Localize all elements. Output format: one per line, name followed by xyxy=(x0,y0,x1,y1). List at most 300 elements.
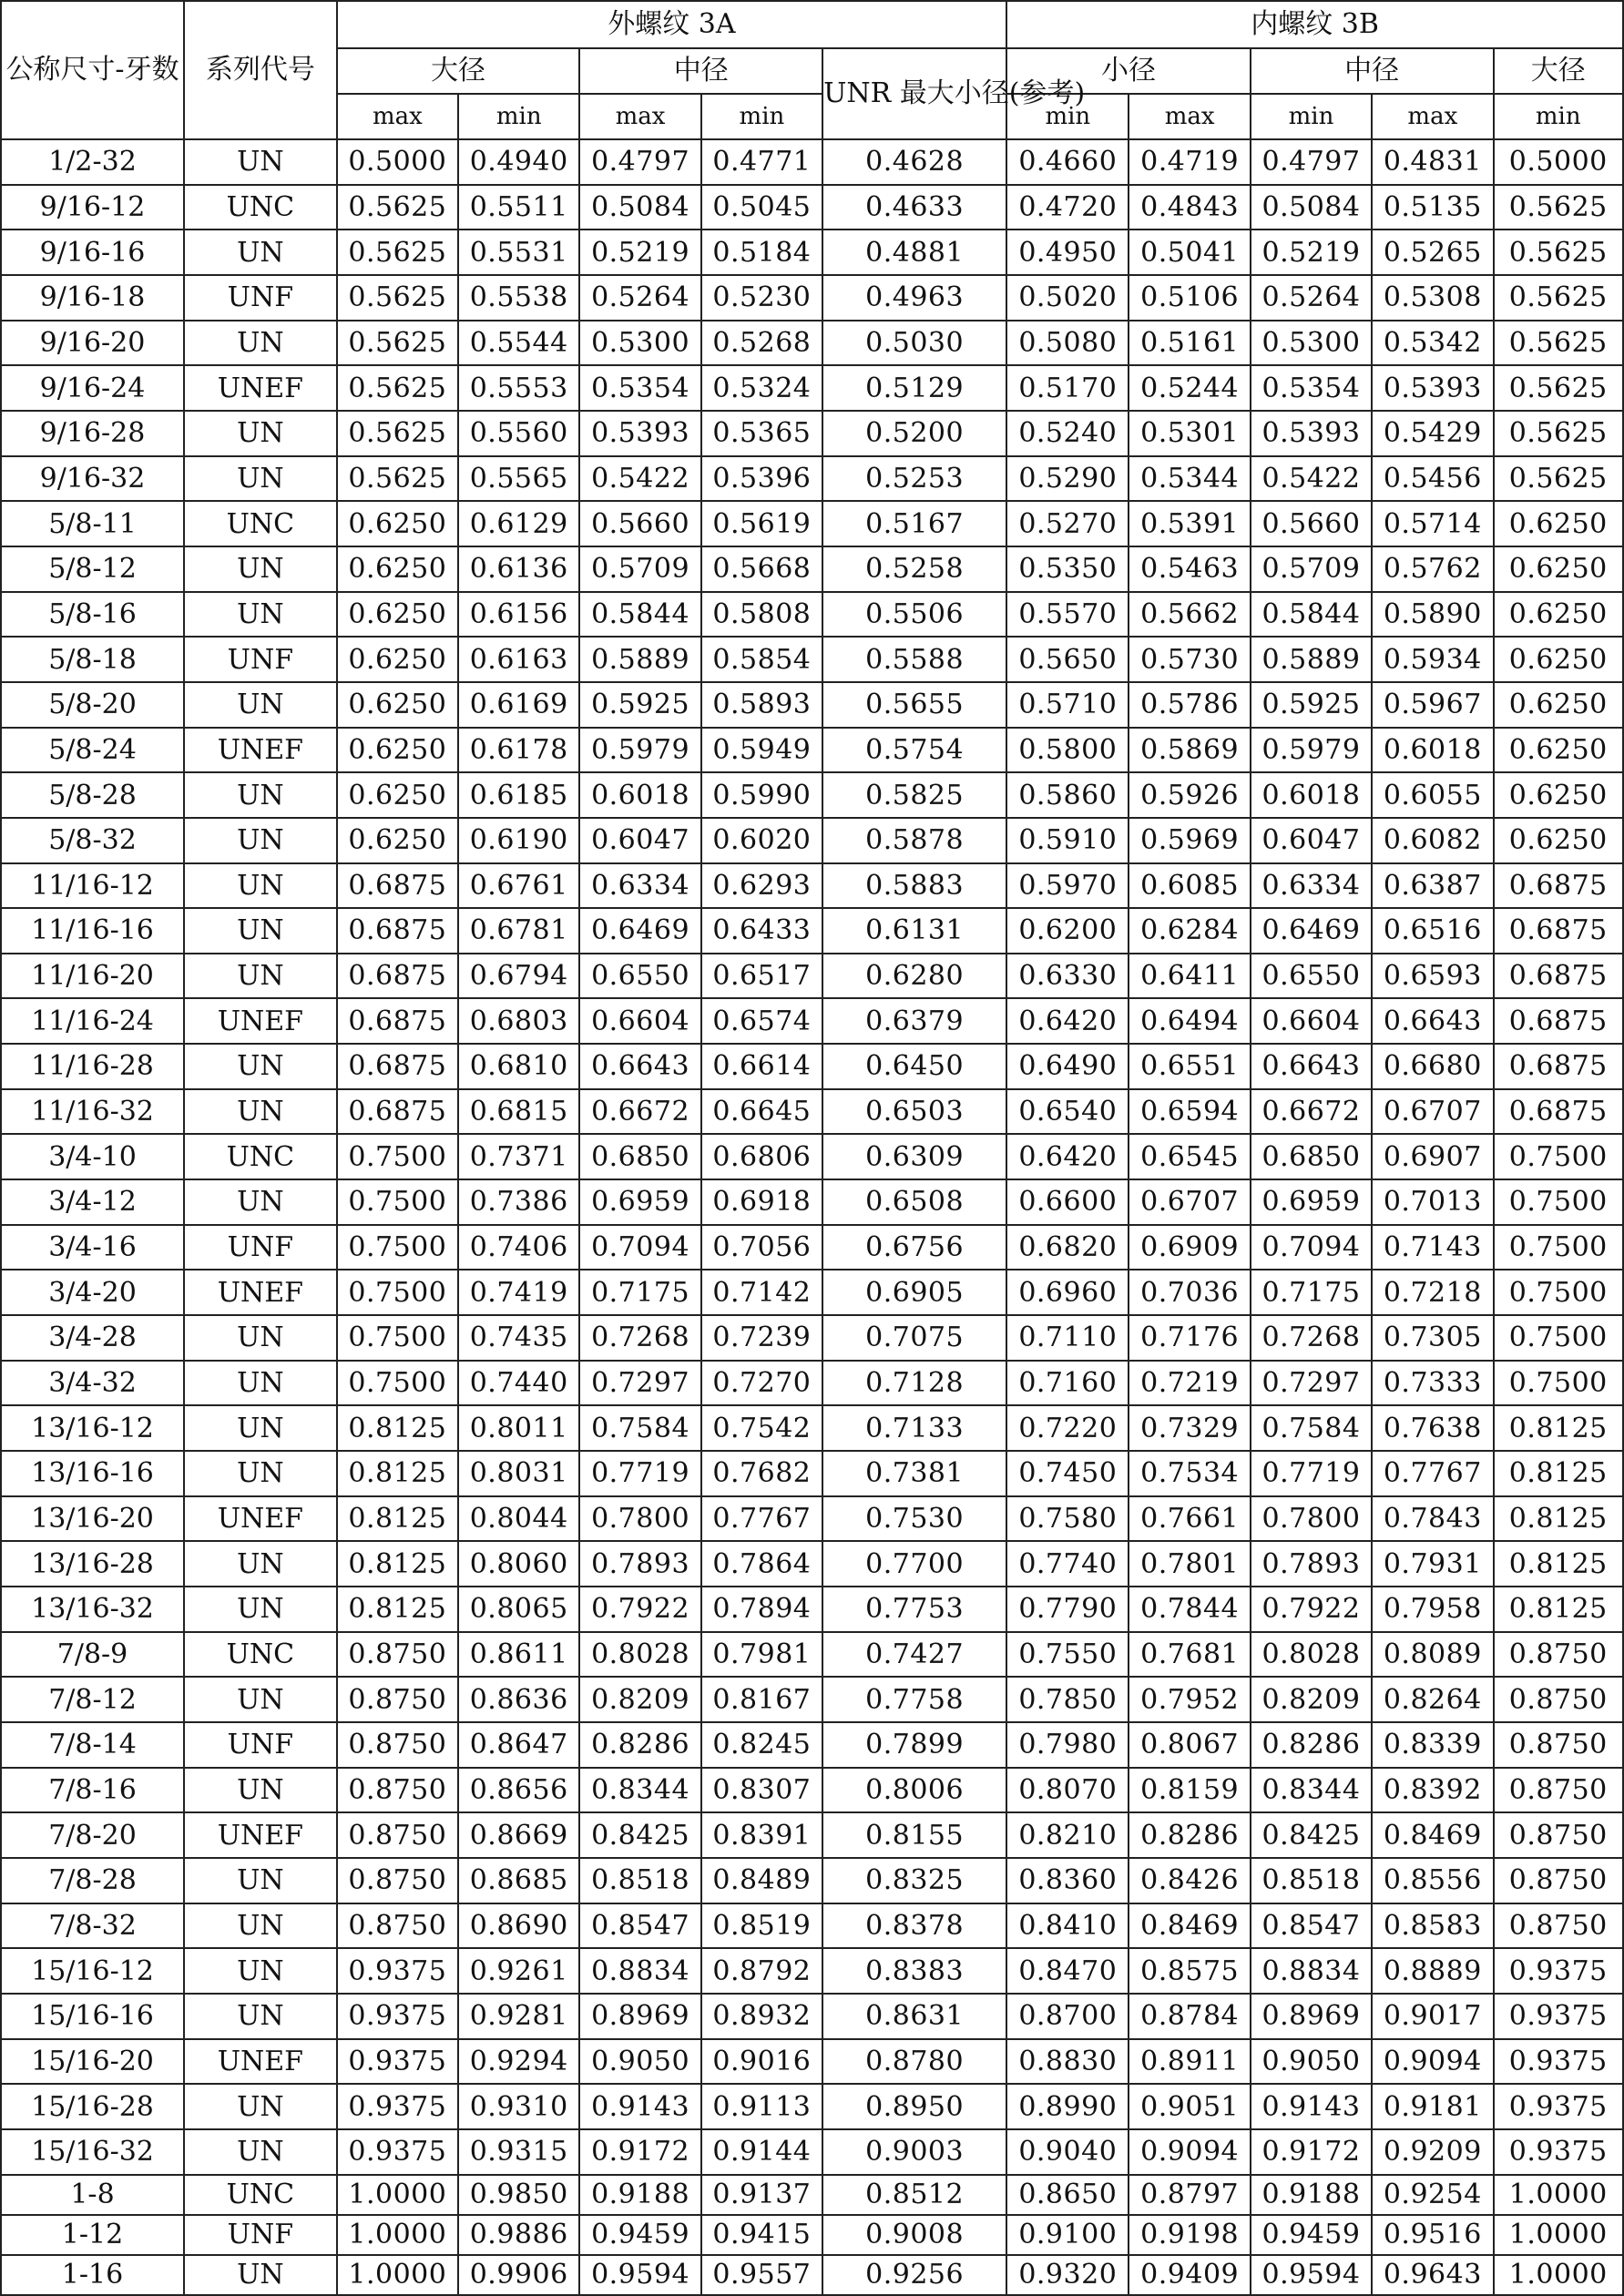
table-row xyxy=(1,1948,1623,1994)
cell-value: 0.6250 xyxy=(337,501,458,546)
table-row xyxy=(1,2175,1623,2215)
cell-value: 0.7542 xyxy=(701,1405,822,1451)
cell-value: 0.8583 xyxy=(1372,1903,1493,1949)
cell-value: 0.7176 xyxy=(1129,1315,1250,1361)
cell-value: 0.6781 xyxy=(458,908,579,954)
cell-value: 0.7958 xyxy=(1372,1587,1493,1632)
cell-value: 0.6810 xyxy=(458,1044,579,1089)
cell-value: 0.5625 xyxy=(337,365,458,411)
cell-value: 0.8656 xyxy=(458,1768,579,1813)
cell-value: 0.8209 xyxy=(579,1677,700,1722)
cell-value: 0.5889 xyxy=(1251,637,1372,682)
cell-value: 0.6594 xyxy=(1129,1089,1250,1135)
cell-nominal-size: 3/4-32 xyxy=(1,1361,184,1406)
cell-value: 0.8750 xyxy=(337,1812,458,1858)
cell-value: 0.8834 xyxy=(1251,1948,1372,1994)
cell-value: 0.7700 xyxy=(822,1541,1006,1587)
cell-value: 0.5625 xyxy=(337,456,458,502)
cell-value: 0.8392 xyxy=(1372,1768,1493,1813)
cell-value: 0.5253 xyxy=(822,456,1006,502)
cell-series-code: UN xyxy=(184,1044,337,1089)
cell-value: 0.7922 xyxy=(1251,1587,1372,1632)
table-row xyxy=(1,2039,1623,2085)
cell-value: 0.8750 xyxy=(337,1768,458,1813)
cell-value: 0.5244 xyxy=(1129,365,1250,411)
header-int-major-diameter: 大径 xyxy=(1494,48,1623,94)
cell-value: 0.5084 xyxy=(579,185,700,230)
cell-value: 0.6875 xyxy=(337,998,458,1044)
cell-value: 0.6085 xyxy=(1129,863,1250,909)
cell-value: 0.5969 xyxy=(1129,818,1250,863)
cell-nominal-size: 7/8-20 xyxy=(1,1812,184,1858)
cell-value: 0.5041 xyxy=(1129,230,1250,275)
cell-nominal-size: 3/4-20 xyxy=(1,1270,184,1315)
cell-series-code: UN xyxy=(184,818,337,863)
cell-value: 0.8125 xyxy=(1494,1451,1623,1496)
cell-value: 0.8210 xyxy=(1006,1812,1129,1858)
table-row xyxy=(1,275,1623,321)
cell-value: 0.4628 xyxy=(822,139,1006,185)
table-row xyxy=(1,998,1623,1044)
cell-value: 0.8750 xyxy=(337,1903,458,1949)
cell-value: 0.8426 xyxy=(1129,1858,1250,1903)
cell-value: 0.5967 xyxy=(1372,682,1493,728)
cell-value: 0.9094 xyxy=(1372,2039,1493,2085)
cell-value: 0.9375 xyxy=(1494,2084,1623,2129)
cell-value: 0.6250 xyxy=(1494,546,1623,592)
cell-value: 0.5709 xyxy=(1251,546,1372,592)
cell-value: 0.5710 xyxy=(1006,682,1129,728)
cell-nominal-size: 9/16-20 xyxy=(1,321,184,366)
cell-value: 0.6680 xyxy=(1372,1044,1493,1089)
cell-value: 0.5990 xyxy=(701,772,822,818)
cell-series-code: UN xyxy=(184,1903,337,1949)
cell-value: 0.7175 xyxy=(1251,1270,1372,1315)
table-row xyxy=(1,1044,1623,1089)
cell-value: 0.9594 xyxy=(579,2255,700,2295)
cell-value: 0.5354 xyxy=(579,365,700,411)
cell-value: 0.7500 xyxy=(1494,1225,1623,1270)
cell-series-code: UN xyxy=(184,2129,337,2175)
cell-value: 0.6574 xyxy=(701,998,822,1044)
cell-value: 0.7094 xyxy=(1251,1225,1372,1270)
cell-nominal-size: 15/16-16 xyxy=(1,1994,184,2039)
cell-nominal-size: 15/16-32 xyxy=(1,2129,184,2175)
cell-value: 0.6379 xyxy=(822,998,1006,1044)
cell-value: 0.6082 xyxy=(1372,818,1493,863)
cell-value: 0.8950 xyxy=(822,2084,1006,2129)
cell-value: 0.5655 xyxy=(822,682,1006,728)
cell-value: 0.5926 xyxy=(1129,772,1250,818)
cell-value: 0.8286 xyxy=(1251,1722,1372,1768)
table-row xyxy=(1,1722,1623,1768)
cell-value: 0.8690 xyxy=(458,1903,579,1949)
table-row xyxy=(1,501,1623,546)
cell-value: 0.8125 xyxy=(1494,1541,1623,1587)
cell-value: 0.5342 xyxy=(1372,321,1493,366)
cell-value: 0.8797 xyxy=(1129,2175,1250,2215)
cell-value: 0.8750 xyxy=(1494,1632,1623,1678)
cell-value: 0.7270 xyxy=(701,1361,822,1406)
cell-value: 0.5393 xyxy=(579,411,700,456)
cell-value: 0.8060 xyxy=(458,1541,579,1587)
cell-value: 0.5854 xyxy=(701,637,822,682)
cell-value: 0.6250 xyxy=(1494,501,1623,546)
cell-value: 0.6469 xyxy=(579,908,700,954)
cell-series-code: UNC xyxy=(184,1134,337,1179)
cell-value: 0.5625 xyxy=(337,275,458,321)
cell-nominal-size: 11/16-28 xyxy=(1,1044,184,1089)
cell-value: 0.7036 xyxy=(1129,1270,1250,1315)
cell-value: 0.9557 xyxy=(701,2255,822,2295)
cell-value: 0.5878 xyxy=(822,818,1006,863)
table-row xyxy=(1,1994,1623,2039)
cell-series-code: UNF xyxy=(184,637,337,682)
cell-value: 0.6875 xyxy=(1494,954,1623,999)
cell-value: 0.8750 xyxy=(337,1722,458,1768)
header-sub-limit: min xyxy=(1494,94,1623,139)
cell-value: 0.6178 xyxy=(458,728,579,773)
header-sub-limit: min xyxy=(458,94,579,139)
table-row xyxy=(1,2129,1623,2175)
cell-value: 0.9040 xyxy=(1006,2129,1129,2175)
cell-value: 0.8360 xyxy=(1006,1858,1129,1903)
cell-value: 0.9850 xyxy=(458,2175,579,2215)
cell-value: 0.6850 xyxy=(1251,1134,1372,1179)
cell-nominal-size: 9/16-18 xyxy=(1,275,184,321)
cell-value: 0.4719 xyxy=(1129,139,1250,185)
cell-value: 0.8631 xyxy=(822,1994,1006,2039)
cell-value: 0.6672 xyxy=(579,1089,700,1135)
cell-value: 0.4660 xyxy=(1006,139,1129,185)
cell-value: 0.7740 xyxy=(1006,1541,1129,1587)
cell-value: 0.8028 xyxy=(1251,1632,1372,1678)
cell-series-code: UN xyxy=(184,456,337,502)
cell-value: 0.6018 xyxy=(1251,772,1372,818)
cell-value: 0.7981 xyxy=(701,1632,822,1678)
cell-value: 0.5020 xyxy=(1006,275,1129,321)
cell-value: 0.8750 xyxy=(1494,1903,1623,1949)
cell-value: 0.7305 xyxy=(1372,1315,1493,1361)
cell-series-code: UN xyxy=(184,1361,337,1406)
cell-value: 0.5625 xyxy=(337,411,458,456)
cell-value: 0.5588 xyxy=(822,637,1006,682)
header-sub-limit: max xyxy=(579,94,700,139)
cell-value: 0.5625 xyxy=(1494,321,1623,366)
cell-value: 0.6334 xyxy=(579,863,700,909)
cell-value: 0.6643 xyxy=(1372,998,1493,1044)
cell-value: 0.6875 xyxy=(1494,998,1623,1044)
cell-value: 0.7220 xyxy=(1006,1405,1129,1451)
cell-value: 0.7500 xyxy=(337,1225,458,1270)
cell-value: 0.5883 xyxy=(822,863,1006,909)
cell-value: 0.5860 xyxy=(1006,772,1129,818)
cell-value: 0.7980 xyxy=(1006,1722,1129,1768)
cell-value: 0.9375 xyxy=(1494,2039,1623,2085)
table-body xyxy=(1,139,1623,2295)
table-row xyxy=(1,1632,1623,1678)
cell-value: 0.5354 xyxy=(1251,365,1372,411)
cell-value: 0.6909 xyxy=(1129,1225,1250,1270)
cell-value: 0.8969 xyxy=(1251,1994,1372,2039)
cell-value: 0.7800 xyxy=(1251,1496,1372,1542)
cell-value: 0.7682 xyxy=(701,1451,822,1496)
cell-value: 0.5219 xyxy=(579,230,700,275)
cell-value: 0.8006 xyxy=(822,1768,1006,1813)
cell-nominal-size: 7/8-16 xyxy=(1,1768,184,1813)
cell-nominal-size: 3/4-12 xyxy=(1,1179,184,1225)
cell-value: 0.8425 xyxy=(1251,1812,1372,1858)
cell-value: 0.5625 xyxy=(337,185,458,230)
cell-value: 0.7790 xyxy=(1006,1587,1129,1632)
cell-value: 0.7893 xyxy=(1251,1541,1372,1587)
cell-value: 0.6169 xyxy=(458,682,579,728)
table-row xyxy=(1,1768,1623,1813)
cell-value: 0.9906 xyxy=(458,2255,579,2295)
cell-value: 0.5264 xyxy=(1251,275,1372,321)
cell-value: 0.6756 xyxy=(822,1225,1006,1270)
cell-value: 0.6250 xyxy=(1494,818,1623,863)
cell-nominal-size: 11/16-20 xyxy=(1,954,184,999)
cell-value: 0.6156 xyxy=(458,592,579,638)
cell-value: 0.6469 xyxy=(1251,908,1372,954)
cell-nominal-size: 13/16-32 xyxy=(1,1587,184,1632)
cell-value: 0.7075 xyxy=(822,1315,1006,1361)
cell-value: 0.6905 xyxy=(822,1270,1006,1315)
cell-value: 0.8125 xyxy=(337,1496,458,1542)
cell-value: 0.6250 xyxy=(337,682,458,728)
cell-value: 0.5129 xyxy=(822,365,1006,411)
cell-value: 0.4720 xyxy=(1006,185,1129,230)
table-row xyxy=(1,1405,1623,1451)
cell-value: 0.6550 xyxy=(579,954,700,999)
cell-value: 0.5393 xyxy=(1251,411,1372,456)
cell-value: 0.7753 xyxy=(822,1587,1006,1632)
cell-value: 0.5625 xyxy=(1494,456,1623,502)
cell-value: 0.7500 xyxy=(1494,1315,1623,1361)
cell-nominal-size: 5/8-16 xyxy=(1,592,184,638)
cell-value: 0.6490 xyxy=(1006,1044,1129,1089)
cell-series-code: UN xyxy=(184,1315,337,1361)
cell-value: 0.7584 xyxy=(579,1405,700,1451)
cell-value: 0.6250 xyxy=(337,728,458,773)
cell-value: 0.7534 xyxy=(1129,1451,1250,1496)
cell-value: 0.6420 xyxy=(1006,1134,1129,1179)
table-row xyxy=(1,682,1623,728)
cell-value: 0.8031 xyxy=(458,1451,579,1496)
cell-series-code: UN xyxy=(184,1858,337,1903)
cell-value: 0.7767 xyxy=(701,1496,822,1542)
cell-value: 0.5463 xyxy=(1129,546,1250,592)
cell-value: 0.6707 xyxy=(1372,1089,1493,1135)
cell-nominal-size: 11/16-12 xyxy=(1,863,184,909)
cell-value: 0.5200 xyxy=(822,411,1006,456)
cell-value: 0.8575 xyxy=(1129,1948,1250,1994)
cell-value: 0.7638 xyxy=(1372,1405,1493,1451)
cell-value: 0.9137 xyxy=(701,2175,822,2215)
cell-nominal-size: 3/4-16 xyxy=(1,1225,184,1270)
cell-value: 0.8469 xyxy=(1129,1903,1250,1949)
cell-nominal-size: 1-12 xyxy=(1,2215,184,2255)
cell-value: 0.6250 xyxy=(1494,592,1623,638)
cell-value: 0.6280 xyxy=(822,954,1006,999)
cell-value: 0.9281 xyxy=(458,1994,579,2039)
cell-value: 0.8650 xyxy=(1006,2175,1129,2215)
cell-value: 0.7500 xyxy=(1494,1179,1623,1225)
cell-value: 0.6131 xyxy=(822,908,1006,954)
cell-value: 0.5219 xyxy=(1251,230,1372,275)
cell-value: 0.8969 xyxy=(579,1994,700,2039)
cell-value: 0.9320 xyxy=(1006,2255,1129,2295)
table-row xyxy=(1,1451,1623,1496)
cell-value: 0.5625 xyxy=(337,230,458,275)
cell-value: 0.6163 xyxy=(458,637,579,682)
cell-value: 0.6020 xyxy=(701,818,822,863)
cell-value: 0.9459 xyxy=(579,2215,700,2255)
cell-value: 0.5662 xyxy=(1129,592,1250,638)
cell-series-code: UNEF xyxy=(184,728,337,773)
cell-value: 0.4831 xyxy=(1372,139,1493,185)
cell-value: 0.6794 xyxy=(458,954,579,999)
cell-value: 0.7681 xyxy=(1129,1632,1250,1678)
cell-series-code: UN xyxy=(184,1587,337,1632)
cell-value: 0.5808 xyxy=(701,592,822,638)
table-row xyxy=(1,1541,1623,1587)
cell-series-code: UNEF xyxy=(184,998,337,1044)
table-row xyxy=(1,1179,1623,1225)
cell-value: 0.5106 xyxy=(1129,275,1250,321)
cell-value: 0.8339 xyxy=(1372,1722,1493,1768)
cell-value: 0.8245 xyxy=(701,1722,822,1768)
cell-value: 0.7297 xyxy=(1251,1361,1372,1406)
cell-value: 0.9113 xyxy=(701,2084,822,2129)
cell-nominal-size: 9/16-28 xyxy=(1,411,184,456)
cell-value: 0.8547 xyxy=(1251,1903,1372,1949)
cell-nominal-size: 9/16-16 xyxy=(1,230,184,275)
cell-value: 0.9003 xyxy=(822,2129,1006,2175)
cell-value: 0.8286 xyxy=(1129,1812,1250,1858)
cell-value: 0.6960 xyxy=(1006,1270,1129,1315)
cell-series-code: UN xyxy=(184,546,337,592)
cell-value: 0.8125 xyxy=(337,1405,458,1451)
cell-value: 0.8780 xyxy=(822,2039,1006,2085)
cell-value: 0.5714 xyxy=(1372,501,1493,546)
cell-value: 0.4963 xyxy=(822,275,1006,321)
cell-value: 0.8344 xyxy=(579,1768,700,1813)
cell-value: 0.9594 xyxy=(1251,2255,1372,2295)
cell-series-code: UN xyxy=(184,411,337,456)
cell-value: 0.8378 xyxy=(822,1903,1006,1949)
cell-nominal-size: 5/8-11 xyxy=(1,501,184,546)
cell-value: 0.5625 xyxy=(1494,411,1623,456)
cell-value: 0.9016 xyxy=(701,2039,822,2085)
cell-value: 0.8070 xyxy=(1006,1768,1129,1813)
cell-value: 0.7952 xyxy=(1129,1677,1250,1722)
cell-value: 0.5800 xyxy=(1006,728,1129,773)
cell-value: 0.9100 xyxy=(1006,2215,1129,2255)
cell-series-code: UN xyxy=(184,1768,337,1813)
cell-value: 0.7056 xyxy=(701,1225,822,1270)
cell-value: 0.6550 xyxy=(1251,954,1372,999)
cell-nominal-size: 5/8-32 xyxy=(1,818,184,863)
cell-value: 0.7500 xyxy=(1494,1361,1623,1406)
cell-value: 0.8065 xyxy=(458,1587,579,1632)
cell-value: 0.4771 xyxy=(701,139,822,185)
cell-series-code: UN xyxy=(184,1089,337,1135)
cell-value: 0.6643 xyxy=(579,1044,700,1089)
cell-series-code: UNEF xyxy=(184,1812,337,1858)
cell-value: 0.7133 xyxy=(822,1405,1006,1451)
cell-value: 0.8834 xyxy=(579,1948,700,1994)
cell-value: 0.4950 xyxy=(1006,230,1129,275)
cell-value: 0.9143 xyxy=(579,2084,700,2129)
cell-value: 0.8125 xyxy=(337,1587,458,1632)
cell-value: 0.5979 xyxy=(579,728,700,773)
cell-value: 0.8750 xyxy=(1494,1677,1623,1722)
cell-value: 0.5184 xyxy=(701,230,822,275)
cell-nominal-size: 13/16-28 xyxy=(1,1541,184,1587)
cell-value: 0.5084 xyxy=(1251,185,1372,230)
cell-value: 0.6875 xyxy=(1494,863,1623,909)
table-row xyxy=(1,1858,1623,1903)
cell-value: 0.5511 xyxy=(458,185,579,230)
cell-value: 0.5268 xyxy=(701,321,822,366)
cell-value: 0.9459 xyxy=(1251,2215,1372,2255)
cell-nominal-size: 9/16-32 xyxy=(1,456,184,502)
cell-nominal-size: 3/4-28 xyxy=(1,1315,184,1361)
cell-value: 0.6508 xyxy=(822,1179,1006,1225)
cell-value: 0.6190 xyxy=(458,818,579,863)
cell-nominal-size: 11/16-32 xyxy=(1,1089,184,1135)
table-row xyxy=(1,1587,1623,1632)
cell-value: 0.9198 xyxy=(1129,2215,1250,2255)
cell-value: 0.8669 xyxy=(458,1812,579,1858)
table-row xyxy=(1,230,1623,275)
table-row xyxy=(1,1270,1623,1315)
cell-series-code: UN xyxy=(184,1451,337,1496)
cell-value: 0.6614 xyxy=(701,1044,822,1089)
cell-value: 0.6593 xyxy=(1372,954,1493,999)
cell-value: 0.6645 xyxy=(701,1089,822,1135)
cell-value: 1.0000 xyxy=(1494,2175,1623,2215)
cell-value: 0.6850 xyxy=(579,1134,700,1179)
cell-value: 0.6551 xyxy=(1129,1044,1250,1089)
cell-value: 0.9315 xyxy=(458,2129,579,2175)
table-row xyxy=(1,546,1623,592)
table-row xyxy=(1,1903,1623,1949)
cell-value: 0.7219 xyxy=(1129,1361,1250,1406)
cell-value: 0.5230 xyxy=(701,275,822,321)
cell-value: 0.5308 xyxy=(1372,275,1493,321)
header-sub-limit: min xyxy=(1251,94,1372,139)
cell-value: 0.5910 xyxy=(1006,818,1129,863)
cell-value: 0.5538 xyxy=(458,275,579,321)
header-int-minor-diameter: 小径 xyxy=(1006,48,1251,94)
cell-value: 0.5135 xyxy=(1372,185,1493,230)
cell-value: 0.7440 xyxy=(458,1361,579,1406)
table-row xyxy=(1,365,1623,411)
cell-value: 0.7386 xyxy=(458,1179,579,1225)
cell-value: 0.5730 xyxy=(1129,637,1250,682)
cell-series-code: UNC xyxy=(184,2175,337,2215)
cell-value: 0.9256 xyxy=(822,2255,1006,2295)
cell-value: 0.7719 xyxy=(1251,1451,1372,1496)
cell-series-code: UNEF xyxy=(184,2039,337,2085)
cell-value: 0.9409 xyxy=(1129,2255,1250,2295)
cell-value: 0.7297 xyxy=(579,1361,700,1406)
table-row xyxy=(1,321,1623,366)
cell-value: 0.6250 xyxy=(337,772,458,818)
